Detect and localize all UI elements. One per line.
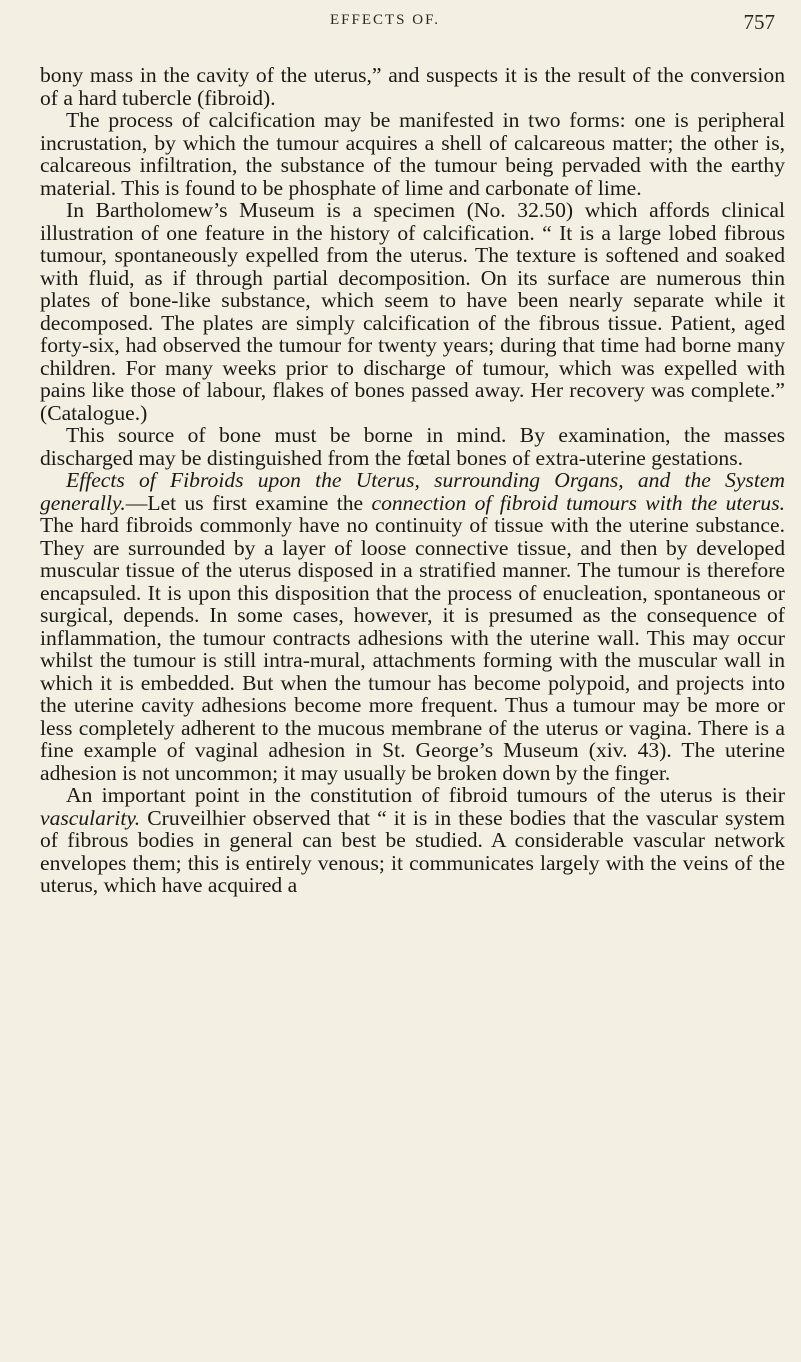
paragraph-4 — [40, 424, 785, 469]
italic-run: connection of fibroid tumours with the uterus. — [371, 490, 785, 515]
paragraph-3 — [40, 199, 785, 424]
running-title: EFFECTS OF. — [330, 12, 440, 28]
text-run: bony mass in the cavity of the uterus,” and suspects it is the result of the conversion of a hard tubercle (fibroid). — [40, 63, 785, 110]
italic-run: Effects of Fibroids upon the Uterus, surrounding Organs, and the System generally. — [40, 468, 785, 515]
paragraph-5 — [40, 469, 785, 784]
text-run: The process of calcification may be manifested in two forms: one is peripheral incrustation, by which the tumour acquires a shell of calcareous matter; the other is, calcareous infiltration, the substance of the tumour being pervaded with the earthy material. This is found to be phosphate of lime and carbonate of lime. — [40, 108, 785, 200]
paragraph-6 — [40, 784, 785, 897]
paragraph-1 — [40, 64, 785, 109]
text-run: An important point in the constitution of fibroid tumours of the uterus is their — [66, 783, 785, 807]
running-head — [0, 10, 801, 34]
text-run: In Bartholomew’s Museum is a specimen (No. 32.50) which affords clinical illustration of one feature in the history of calcification. “ It is a large lobed fibrous tumour, spontaneously expelled from the uterus. The texture is softened and soaked with fluid, as if through partial decomposition. On its surface are numerous thin plates of bone-like substance, which seem to have been nearly separate while it decomposed. The plates are simply calcification of the fibrous tissue. Patient, aged forty-six, had observed the tumour for twenty years; during that time had borne many children. For many weeks prior to discharge of tumour, which was expelled with pains like those of labour, flakes of bones passed away. Her recovery was complete.” (Catalogue.) — [40, 198, 785, 425]
body-text — [40, 64, 785, 897]
paragraph-2 — [40, 109, 785, 199]
text-run: The hard fibroids commonly have no continuity of tissue with the uterine substance. They are surrounded by a layer of loose connective tissue, and then by developed muscular tissue of the uterus disposed in a stratified manner. The tumour is therefore encapsuled. It is upon this disposition that the process of enucleation, spontaneous or surgical, depends. In some cases, however, it is presumed as the consequence of inflammation, the tumour contracts adhesions with the uterine wall. This may occur whilst the tumour is still intra-mural, attachments forming with the muscular wall in which it is embedded. But when the tumour has become polypoid, and projects into the uterine cavity adhesions become more frequent. Thus a tumour may be more or less completely adherent to the mucous membrane of the uterus or vagina. There is a fine example of vaginal adhesion in St. George’s Museum (xiv. 43). The uterine adhesion is not uncommon; it may usually be broken down by the finger. — [40, 513, 785, 785]
text-run: —Let us first examine the — [125, 490, 372, 515]
italic-run: vascularity. — [40, 805, 141, 830]
page-number: 757 — [743, 10, 775, 34]
text-run: This source of bone must be borne in mind. By examination, the masses discharged may be distinguished from the fœtal bones of extra-uterine gestations. — [40, 423, 785, 470]
text-run: Cruveilhier observed that “ it is in these bodies that the vascular system of fibrous bodies in general can best be studied. A considerable vascular network envelopes them; this is entirely venous; it communicates largely with the veins of the uterus, which have acquired a — [40, 805, 785, 897]
